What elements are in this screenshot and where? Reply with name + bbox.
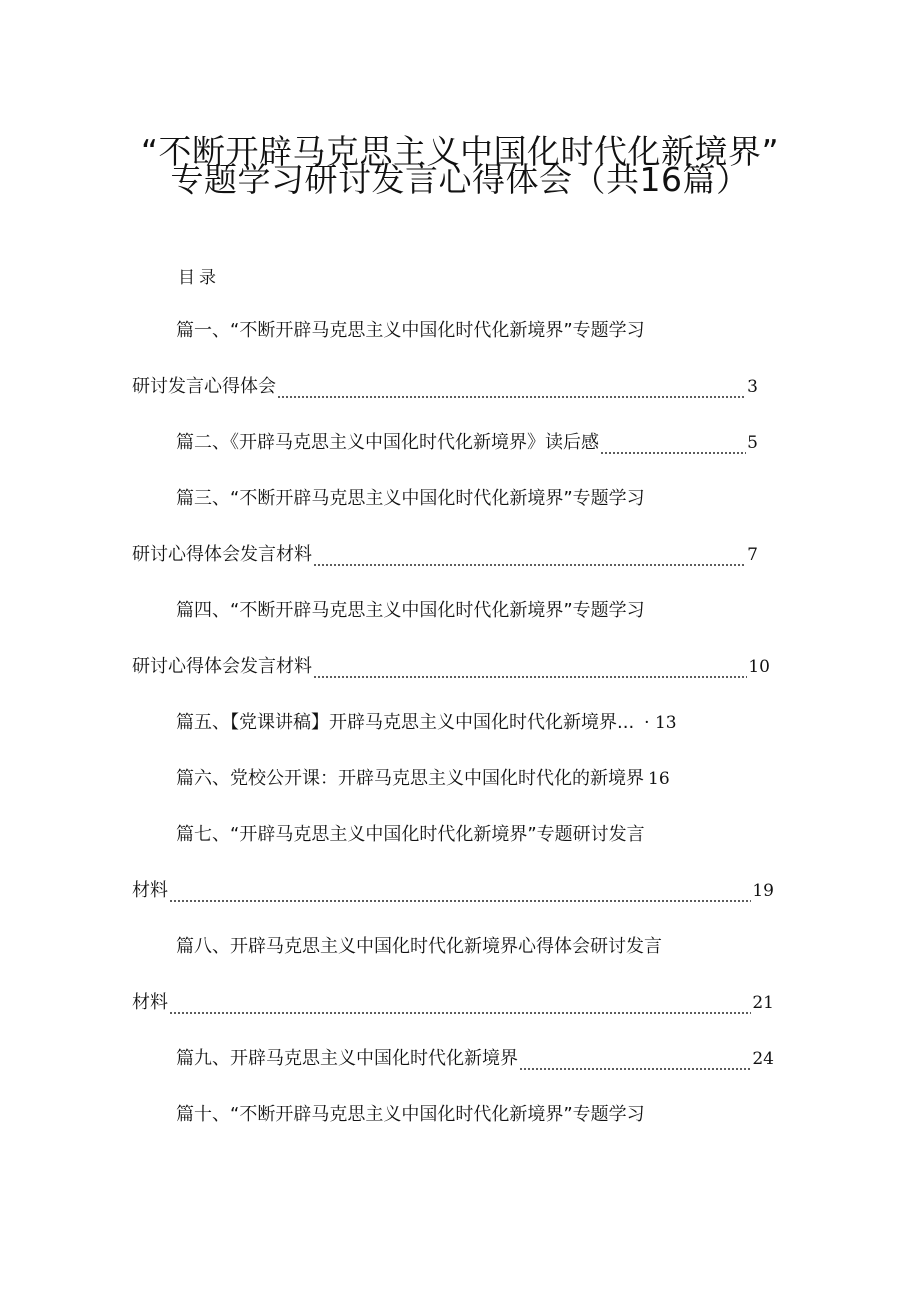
document-title-line-2: 专题学习研讨发言心得体会（共16篇） [170,160,750,199]
dot-leader [313,546,746,568]
toc-entry [176,1102,645,1128]
toc-entry-text: 篇四、“不断开辟马克思主义中国化时代化新境界”专题学习 [176,600,645,621]
dot-leader [169,882,751,904]
dot-leader [313,658,747,680]
toc-entry-text: 篇七、“开辟马克思主义中国化时代化新境界”专题研讨发言 [176,824,645,845]
toc-entry [176,1046,774,1072]
toc-entry-text: 研讨发言心得体会 [132,376,276,397]
toc-entry-text: 研讨心得体会发言材料 [132,544,312,565]
toc-entry [176,486,645,512]
toc-entry-text: 篇九、开辟马克思主义中国化时代化新境界 [176,1048,518,1069]
toc-heading: 目录 [178,268,220,288]
toc-entry [132,654,770,680]
toc-entry [132,990,774,1016]
toc-page-number: 3 [747,377,758,397]
toc-entry [176,710,677,736]
toc-entry [132,542,758,568]
toc-entry-text: 篇八、开辟马克思主义中国化时代化新境界心得体会研讨发言 [176,936,662,957]
toc-entry [176,766,670,792]
toc-entry [132,878,774,904]
toc-entry-text: 篇一、“不断开辟马克思主义中国化时代化新境界”专题学习 [176,320,645,341]
dot-leader [169,994,751,1016]
toc-entry-text: 研讨心得体会发言材料 [132,656,312,677]
toc-page-number: 5 [747,433,758,453]
toc-page-number: 16 [648,769,670,789]
toc-page-number: · 13 [644,713,677,733]
toc-page-number: 7 [747,545,758,565]
document-title-line-1: “不断开辟马克思主义中国化时代化新境界” [140,132,780,171]
toc-entry [176,822,645,848]
toc-entry [176,318,645,344]
dot-leader [277,378,746,400]
dot-leader [519,1050,751,1072]
dot-leader [600,434,746,456]
toc-entry [132,374,758,400]
toc-entry-text: 材料 [132,880,168,901]
toc-entry-text: 篇三、“不断开辟马克思主义中国化时代化新境界”专题学习 [176,488,645,509]
toc-page-number: 10 [748,657,770,677]
toc-page-number: 24 [752,1049,774,1069]
toc-entry [176,934,662,960]
toc-entry-text: 篇十、“不断开辟马克思主义中国化时代化新境界”专题学习 [176,1104,645,1125]
toc-entry [176,430,758,456]
toc-entry-text: 篇六、党校公开课：开辟马克思主义中国化时代化的新境界 [176,768,644,789]
toc-entry-text: 篇五、【党课讲稿】开辟马克思主义中国化时代化新境界... [176,712,635,733]
toc-entry [176,598,645,624]
toc-entry-text: 篇二、《开辟马克思主义中国化时代化新境界》读后感 [176,432,599,453]
toc-page-number: 19 [752,881,774,901]
toc-entry-text: 材料 [132,992,168,1013]
toc-page-number: 21 [752,993,774,1013]
